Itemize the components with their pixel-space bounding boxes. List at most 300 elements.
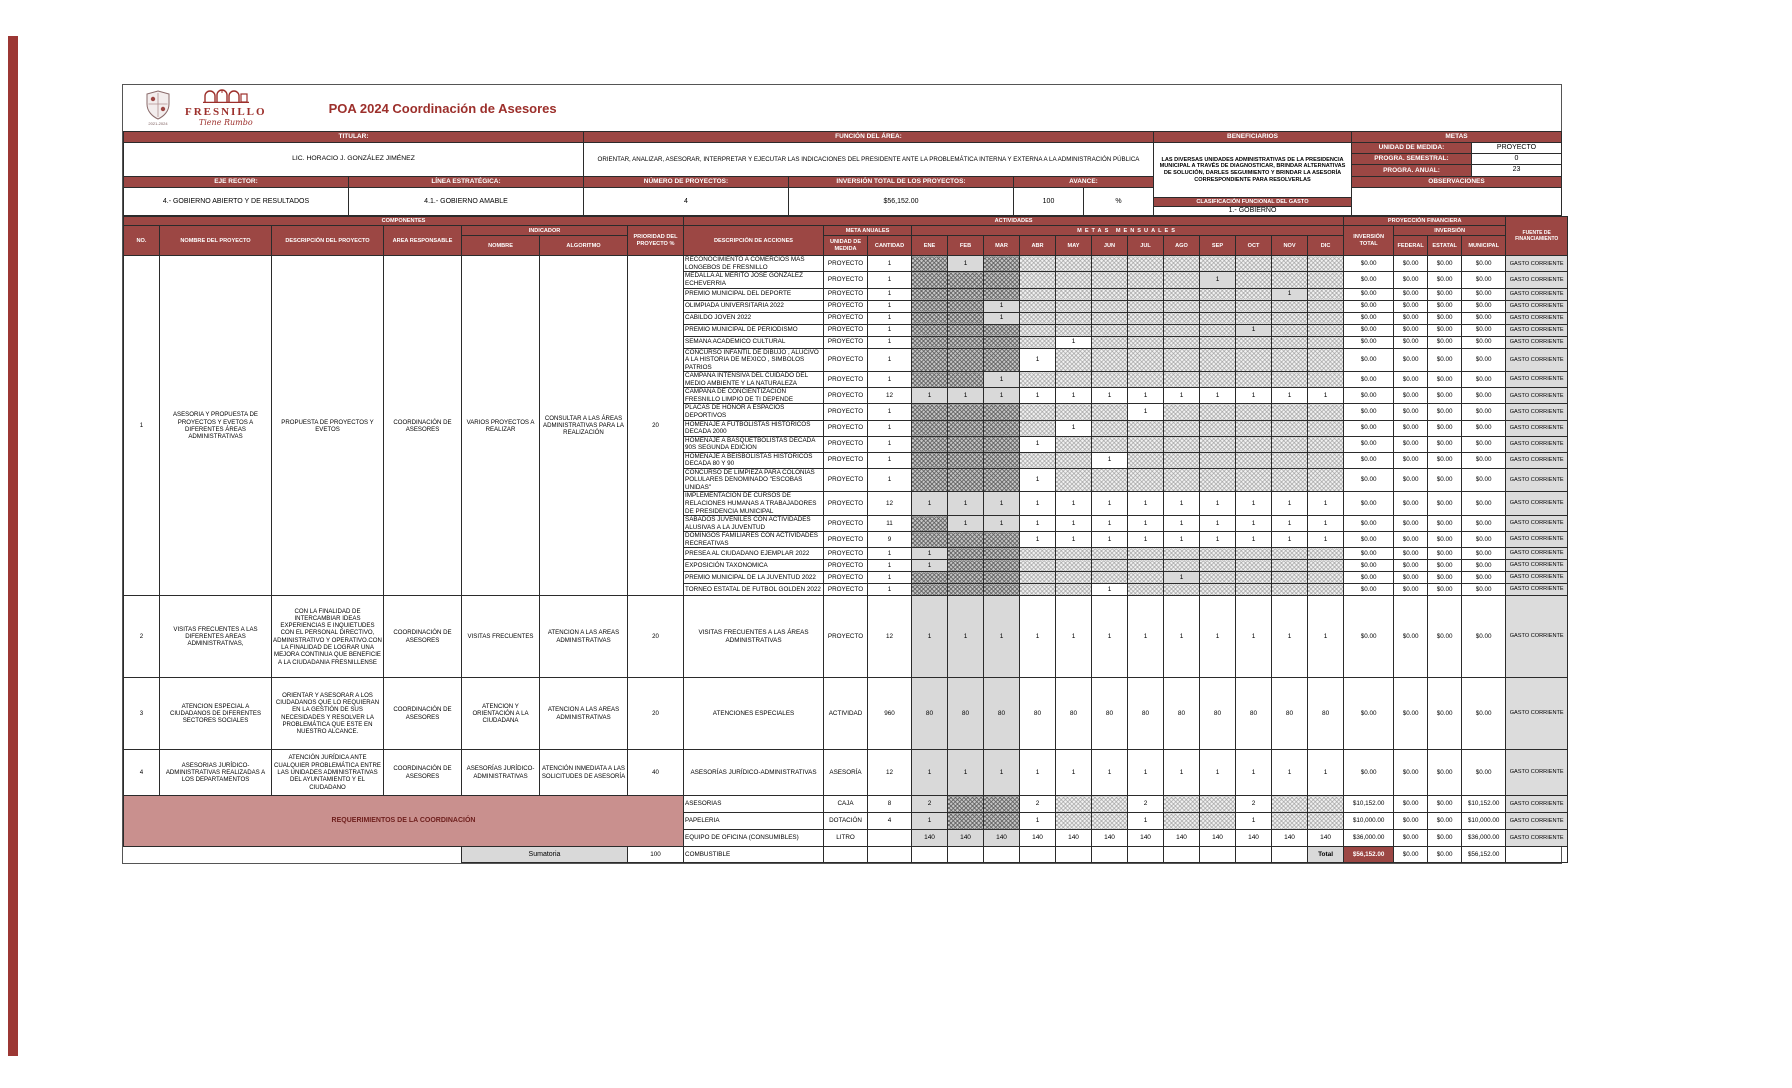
month-cell bbox=[1020, 420, 1056, 436]
month-cell bbox=[1200, 420, 1236, 436]
activity-desc-cell: CABILDO JOVEN 2022 bbox=[684, 312, 824, 324]
fresnillo-wordmark: FRESNILLO bbox=[185, 106, 267, 118]
month-cell: 80 bbox=[1056, 678, 1092, 750]
col-month-ago: AGO bbox=[1164, 236, 1200, 256]
month-cell bbox=[1056, 256, 1092, 272]
month-cell bbox=[1020, 560, 1056, 572]
federal-cell: $0.00 bbox=[1394, 796, 1428, 813]
month-cell bbox=[1200, 404, 1236, 420]
band-metas-mensuales: METAS MENSUALES bbox=[912, 226, 1344, 236]
month-cell bbox=[984, 420, 1020, 436]
funding-source-cell: GASTO CORRIENTE bbox=[1506, 560, 1568, 572]
month-cell bbox=[948, 312, 984, 324]
activity-desc-cell: MEDALLA AL MERITO JOSE GONZALEZ ECHEVERRIA bbox=[684, 272, 824, 288]
unit-cell: DOTACIÓN bbox=[824, 813, 868, 830]
quantity-cell: 1 bbox=[868, 560, 912, 572]
funding-source-cell: GASTO CORRIENTE bbox=[1506, 572, 1568, 584]
month-cell bbox=[1164, 300, 1200, 312]
funding-source-cell: GASTO CORRIENTE bbox=[1506, 300, 1568, 312]
month-cell bbox=[984, 272, 1020, 288]
funding-source-empty-cell bbox=[1506, 847, 1568, 863]
activity-desc-cell: PREMIO MUNICIPAL DEL DEPORTE bbox=[684, 288, 824, 300]
month-cell bbox=[912, 312, 948, 324]
month-cell bbox=[1236, 348, 1272, 372]
estatal-cell: $0.00 bbox=[1428, 420, 1462, 436]
month-cell: 80 bbox=[1092, 678, 1128, 750]
month-cell bbox=[1092, 336, 1128, 348]
month-cell bbox=[1128, 348, 1164, 372]
month-cell: 1 bbox=[1200, 388, 1236, 404]
month-cell: 1 bbox=[1020, 388, 1056, 404]
col-algoritmo: ALGORITMO bbox=[540, 236, 628, 256]
linea-header: LÍNEA ESTRATÉGICA: bbox=[349, 177, 584, 188]
month-cell bbox=[912, 532, 948, 548]
col-area-responsable: AREA RESPONSABLE bbox=[384, 226, 462, 256]
federal-cell: $0.00 bbox=[1394, 312, 1428, 324]
month-cell bbox=[1092, 796, 1128, 813]
month-cell bbox=[1308, 324, 1344, 336]
month-cell bbox=[1236, 312, 1272, 324]
estatal-cell: $0.00 bbox=[1428, 830, 1462, 847]
municipal-cell: $0.00 bbox=[1462, 678, 1506, 750]
funding-source-cell: GASTO CORRIENTE bbox=[1506, 548, 1568, 560]
quantity-cell: 960 bbox=[868, 678, 912, 750]
month-cell bbox=[1164, 256, 1200, 272]
estatal-cell: $0.00 bbox=[1428, 388, 1462, 404]
federal-cell: $0.00 bbox=[1394, 548, 1428, 560]
activity-desc-cell: PRESEA AL CIUDADANO EJEMPLAR 2022 bbox=[684, 548, 824, 560]
month-cell: 1 bbox=[1272, 532, 1308, 548]
inversion-total-cell: $10,000.00 bbox=[1344, 813, 1394, 830]
month-cell: 1 bbox=[1020, 468, 1056, 492]
inversion-total-cell: $0.00 bbox=[1344, 420, 1394, 436]
month-cell: 1 bbox=[1056, 492, 1092, 516]
priority-cell: 40 bbox=[628, 750, 684, 796]
month-cell bbox=[948, 452, 984, 468]
unit-cell: PROYECTO bbox=[824, 312, 868, 324]
month-cell: 1 bbox=[1128, 404, 1164, 420]
total-inversion-cell: $56,152.00 bbox=[1344, 847, 1394, 863]
quantity-cell bbox=[868, 847, 912, 863]
estatal-cell: $0.00 bbox=[1428, 813, 1462, 830]
estatal-cell: $0.00 bbox=[1428, 372, 1462, 388]
estatal-cell: $0.00 bbox=[1428, 452, 1462, 468]
col-month-oct: OCT bbox=[1236, 236, 1272, 256]
band-indicador: INDICADOR bbox=[462, 226, 628, 236]
month-cell bbox=[948, 324, 984, 336]
month-cell bbox=[912, 256, 948, 272]
month-cell: 140 bbox=[1056, 830, 1092, 847]
month-cell: 80 bbox=[1200, 678, 1236, 750]
month-cell bbox=[1128, 272, 1164, 288]
month-cell: 1 bbox=[1056, 388, 1092, 404]
quantity-cell: 1 bbox=[868, 548, 912, 560]
month-cell bbox=[912, 847, 948, 863]
month-cell: 1 bbox=[1236, 813, 1272, 830]
municipal-cell: $36,000.00 bbox=[1462, 830, 1506, 847]
project-desc-cell: ORIENTAR Y ASESORAR A LOS CIUDADANOS QUE LO REQUIERAN EN LA GESTIÓN DE SUS NECESIDADES Y RESOLVER LA PROBLEMÁTICA QUE ESTE EN NUESTRO ALCANCE. bbox=[272, 678, 384, 750]
month-cell: 1 bbox=[1128, 596, 1164, 678]
funding-source-cell: GASTO CORRIENTE bbox=[1506, 468, 1568, 492]
month-cell: 1 bbox=[1164, 572, 1200, 584]
month-cell bbox=[1272, 452, 1308, 468]
month-cell: 1 bbox=[1128, 750, 1164, 796]
month-cell: 1 bbox=[1236, 516, 1272, 532]
municipal-cell: $0.00 bbox=[1462, 560, 1506, 572]
month-cell bbox=[1128, 436, 1164, 452]
inversion-total-cell: $0.00 bbox=[1344, 468, 1394, 492]
indicator-name-cell: VARIOS PROYECTOS A REALIZAR bbox=[462, 256, 540, 596]
unit-cell: PROYECTO bbox=[824, 272, 868, 288]
inversion-total-cell: $0.00 bbox=[1344, 348, 1394, 372]
month-cell bbox=[912, 300, 948, 312]
titular-value: LIC. HORACIO J. GONZÁLEZ JIMÉNEZ bbox=[124, 143, 584, 177]
empty-corner bbox=[124, 847, 462, 863]
month-cell: 1 bbox=[1236, 492, 1272, 516]
month-cell: 1 bbox=[1272, 288, 1308, 300]
month-cell: 1 bbox=[1272, 596, 1308, 678]
month-cell: 1 bbox=[1200, 272, 1236, 288]
month-cell bbox=[1164, 584, 1200, 596]
month-cell: 80 bbox=[948, 678, 984, 750]
inversion-total-cell: $0.00 bbox=[1344, 256, 1394, 272]
band-proyeccion-financiera: PROYECCIÓN FINANCIERA bbox=[1344, 217, 1506, 226]
num-proyectos-header: NÚMERO DE PROYECTOS: bbox=[584, 177, 789, 188]
month-cell: 2 bbox=[1128, 796, 1164, 813]
month-cell bbox=[1128, 572, 1164, 584]
month-cell bbox=[1056, 572, 1092, 584]
quantity-cell: 1 bbox=[868, 584, 912, 596]
federal-cell: $0.00 bbox=[1394, 813, 1428, 830]
inversion-total-cell: $0.00 bbox=[1344, 532, 1394, 548]
month-cell: 1 bbox=[1020, 813, 1056, 830]
project-desc-cell: PROPUESTA DE PROYECTOS Y EVETOS bbox=[272, 256, 384, 596]
inversion-total-cell: $0.00 bbox=[1344, 372, 1394, 388]
month-cell bbox=[1092, 272, 1128, 288]
month-cell bbox=[1236, 560, 1272, 572]
fresnillo-slogan: Tiene Rumbo bbox=[198, 118, 253, 127]
month-cell bbox=[1200, 372, 1236, 388]
month-cell: 1 bbox=[1020, 532, 1056, 548]
municipal-cell: $0.00 bbox=[1462, 288, 1506, 300]
month-cell bbox=[984, 796, 1020, 813]
month-cell: 1 bbox=[1164, 750, 1200, 796]
month-cell bbox=[984, 404, 1020, 420]
coat-of-arms-icon bbox=[145, 90, 171, 120]
administration-years: 2021-2024 bbox=[148, 121, 168, 126]
month-cell: 140 bbox=[1092, 830, 1128, 847]
eje-rector-value: 4.- GOBIERNO ABIERTO Y DE RESULTADOS bbox=[124, 188, 349, 216]
no-cell: 2 bbox=[124, 596, 160, 678]
month-cell bbox=[948, 548, 984, 560]
month-cell: 1 bbox=[1164, 532, 1200, 548]
federal-cell: $0.00 bbox=[1394, 468, 1428, 492]
month-cell bbox=[1128, 300, 1164, 312]
band-actividades: ACTIVIDADES bbox=[684, 217, 1344, 226]
month-cell: 140 bbox=[1164, 830, 1200, 847]
priority-cell: 20 bbox=[628, 678, 684, 750]
month-cell: 1 bbox=[1200, 492, 1236, 516]
unidad-medida-label: UNIDAD DE MEDIDA: bbox=[1352, 143, 1472, 154]
algorithm-cell: ATENCIÓN INMEDIATA A LAS SOLICITUDES DE ASESORÍA bbox=[540, 750, 628, 796]
unit-cell: LITRO bbox=[824, 830, 868, 847]
month-cell: 1 bbox=[1056, 336, 1092, 348]
inversion-total-cell: $0.00 bbox=[1344, 288, 1394, 300]
month-cell bbox=[1128, 468, 1164, 492]
month-cell bbox=[1020, 256, 1056, 272]
unit-cell: PROYECTO bbox=[824, 548, 868, 560]
month-cell: 1 bbox=[1092, 388, 1128, 404]
month-cell: 1 bbox=[948, 256, 984, 272]
month-cell bbox=[1272, 324, 1308, 336]
month-cell bbox=[1128, 452, 1164, 468]
avance-header: AVANCE: bbox=[1014, 177, 1154, 188]
funding-source-cell: GASTO CORRIENTE bbox=[1506, 584, 1568, 596]
month-cell bbox=[1272, 584, 1308, 596]
month-cell: 1 bbox=[1308, 492, 1344, 516]
month-cell: 1 bbox=[1092, 492, 1128, 516]
quantity-cell: 12 bbox=[868, 492, 912, 516]
no-cell: 1 bbox=[124, 256, 160, 596]
month-cell bbox=[1056, 272, 1092, 288]
col-cantidad: CANTIDAD bbox=[868, 236, 912, 256]
month-cell: 1 bbox=[912, 388, 948, 404]
estatal-cell: $0.00 bbox=[1428, 584, 1462, 596]
quantity-cell: 4 bbox=[868, 813, 912, 830]
municipal-cell: $0.00 bbox=[1462, 452, 1506, 468]
month-cell bbox=[984, 256, 1020, 272]
month-cell bbox=[984, 468, 1020, 492]
unit-cell: PROYECTO bbox=[824, 420, 868, 436]
month-cell bbox=[1308, 584, 1344, 596]
month-cell bbox=[1308, 272, 1344, 288]
algorithm-cell: CONSULTAR A LAS ÁREAS ADMINISTRATIVAS PARA LA REALIZACIÓN bbox=[540, 256, 628, 596]
month-cell bbox=[1056, 288, 1092, 300]
unidad-medida-value: PROYECTO bbox=[1472, 143, 1562, 154]
month-cell bbox=[1164, 336, 1200, 348]
band-inversion: INVERSIÓN bbox=[1394, 226, 1506, 236]
unit-cell: PROYECTO bbox=[824, 596, 868, 678]
estatal-cell: $0.00 bbox=[1428, 468, 1462, 492]
unit-cell: CAJA bbox=[824, 796, 868, 813]
col-prioridad: PRIORIDAD DEL PROYECTO % bbox=[628, 226, 684, 256]
inversion-total-cell: $10,152.00 bbox=[1344, 796, 1394, 813]
federal-cell: $0.00 bbox=[1394, 436, 1428, 452]
col-month-abr: ABR bbox=[1020, 236, 1056, 256]
funding-source-cell: GASTO CORRIENTE bbox=[1506, 750, 1568, 796]
month-cell: 1 bbox=[1092, 532, 1128, 548]
month-cell: 1 bbox=[1092, 584, 1128, 596]
month-cell bbox=[1092, 288, 1128, 300]
inversion-header: INVERSIÓN TOTAL DE LOS PROYECTOS: bbox=[789, 177, 1014, 188]
month-cell bbox=[948, 584, 984, 596]
inversion-total-cell: $0.00 bbox=[1344, 560, 1394, 572]
month-cell bbox=[984, 584, 1020, 596]
municipal-cell: $0.00 bbox=[1462, 572, 1506, 584]
month-cell bbox=[1092, 348, 1128, 372]
month-cell bbox=[1236, 847, 1272, 863]
indicator-name-cell: VISITAS FRECUENTES bbox=[462, 596, 540, 678]
inversion-total-cell: $36,000.00 bbox=[1344, 830, 1394, 847]
quantity-cell: 9 bbox=[868, 532, 912, 548]
poa-sheet bbox=[122, 84, 1562, 864]
month-cell: 1 bbox=[1056, 532, 1092, 548]
funcion-value: ORIENTAR, ANALIZAR, ASESORAR, INTERPRETAR Y EJECUTAR LAS INDICACIONES DEL PRESIDENTE ANTE LA PROBLEMÁTICA INTERNA Y EXTERNA A LA ADMINISTRACIÓN PÚBLICA bbox=[584, 143, 1154, 177]
month-cell bbox=[912, 336, 948, 348]
month-cell bbox=[1092, 300, 1128, 312]
funding-source-cell: GASTO CORRIENTE bbox=[1506, 452, 1568, 468]
municipal-cell: $0.00 bbox=[1462, 336, 1506, 348]
municipal-cell: $0.00 bbox=[1462, 388, 1506, 404]
federal-cell: $0.00 bbox=[1394, 336, 1428, 348]
activity-desc-cell: PLACAS DE HONOR A ESPACIOS DEPORTIVOS bbox=[684, 404, 824, 420]
sumatoria-value-cell: 100 bbox=[628, 847, 684, 863]
estatal-cell: $0.00 bbox=[1428, 336, 1462, 348]
month-cell: 1 bbox=[1200, 532, 1236, 548]
funcion-header: FUNCIÓN DEL ÁREA: bbox=[584, 132, 1154, 143]
federal-cell: $0.00 bbox=[1394, 516, 1428, 532]
inversion-value: $56,152.00 bbox=[789, 188, 1014, 216]
month-cell bbox=[1308, 256, 1344, 272]
month-cell bbox=[1128, 584, 1164, 596]
month-cell: 1 bbox=[1164, 516, 1200, 532]
month-cell: 2 bbox=[1236, 796, 1272, 813]
total-estatal-cell: $0.00 bbox=[1428, 847, 1462, 863]
quantity-cell: 1 bbox=[868, 300, 912, 312]
quantity-cell: 11 bbox=[868, 516, 912, 532]
total-municipal-cell: $56,152.00 bbox=[1462, 847, 1506, 863]
federal-cell: $0.00 bbox=[1394, 404, 1428, 420]
band-componentes: COMPONENTES bbox=[124, 217, 684, 226]
federal-cell: $0.00 bbox=[1394, 678, 1428, 750]
municipal-cell: $0.00 bbox=[1462, 372, 1506, 388]
unit-cell: PROYECTO bbox=[824, 324, 868, 336]
month-cell: 140 bbox=[1128, 830, 1164, 847]
month-cell: 1 bbox=[1056, 596, 1092, 678]
activity-desc-cell: IMPLEMENTACION DE CURSOS DE RELACIONES HUMANAS A TRABAJADORES DE PRESIDENCIA MUNICIPAL bbox=[684, 492, 824, 516]
month-cell: 1 bbox=[1128, 532, 1164, 548]
month-cell bbox=[1200, 256, 1236, 272]
band-meta-anuales: META ANUALES bbox=[824, 226, 912, 236]
month-cell bbox=[1272, 420, 1308, 436]
activity-desc-cell: PREMIO MUNICIPAL DE LA JUVENTUD 2022 bbox=[684, 572, 824, 584]
month-cell bbox=[948, 847, 984, 863]
activity-desc-cell: HOMENAJE A FUTBOLISTAS HISTORICOS DECADA 2000 bbox=[684, 420, 824, 436]
month-cell bbox=[912, 420, 948, 436]
month-cell bbox=[1164, 436, 1200, 452]
month-cell bbox=[1128, 288, 1164, 300]
col-descripcion-proyecto: DESCRIPCIÓN DEL PROYECTO bbox=[272, 226, 384, 256]
month-cell: 1 bbox=[1020, 436, 1056, 452]
col-month-nov: NOV bbox=[1272, 236, 1308, 256]
unit-cell: PROYECTO bbox=[824, 516, 868, 532]
estatal-cell: $0.00 bbox=[1428, 256, 1462, 272]
unit-cell: PROYECTO bbox=[824, 388, 868, 404]
month-cell bbox=[1200, 348, 1236, 372]
month-cell bbox=[1164, 560, 1200, 572]
month-cell bbox=[1308, 336, 1344, 348]
federal-cell: $0.00 bbox=[1394, 388, 1428, 404]
month-cell bbox=[1020, 312, 1056, 324]
estatal-cell: $0.00 bbox=[1428, 572, 1462, 584]
month-cell bbox=[1092, 256, 1128, 272]
month-cell bbox=[948, 420, 984, 436]
month-cell: 80 bbox=[1164, 678, 1200, 750]
month-cell bbox=[1308, 813, 1344, 830]
col-estatal: ESTATAL bbox=[1428, 236, 1462, 256]
federal-cell: $0.00 bbox=[1394, 572, 1428, 584]
month-cell bbox=[1272, 468, 1308, 492]
federal-cell: $0.00 bbox=[1394, 256, 1428, 272]
month-cell: 1 bbox=[984, 596, 1020, 678]
month-cell bbox=[1200, 584, 1236, 596]
estatal-cell: $0.00 bbox=[1428, 560, 1462, 572]
funding-source-cell: GASTO CORRIENTE bbox=[1506, 830, 1568, 847]
month-cell bbox=[1200, 300, 1236, 312]
month-cell bbox=[948, 796, 984, 813]
funding-source-cell: GASTO CORRIENTE bbox=[1506, 324, 1568, 336]
month-cell: 1 bbox=[1128, 388, 1164, 404]
month-cell: 1 bbox=[912, 750, 948, 796]
inversion-total-cell: $0.00 bbox=[1344, 452, 1394, 468]
month-cell bbox=[1200, 572, 1236, 584]
month-cell: 2 bbox=[912, 796, 948, 813]
month-cell: 1 bbox=[912, 560, 948, 572]
month-cell bbox=[912, 404, 948, 420]
month-cell: 1 bbox=[1200, 596, 1236, 678]
month-cell bbox=[1020, 548, 1056, 560]
red-edge-strip bbox=[8, 36, 18, 1056]
beneficiarios-value: LAS DIVERSAS UNIDADES ADMINISTRATIVAS DE LA PRESIDENCIA MUNICIPAL A TRAVÉS DE DIAGNOSTICAR, BRINDAR ALTERNATIVAS DE SOLUCIÓN, DARLES SEGUIMIENTO Y BRINDAR LA ASESORÍA CORRESPONDIENTE PARA RESOLVERLAS bbox=[1154, 143, 1352, 198]
municipal-cell: $0.00 bbox=[1462, 272, 1506, 288]
month-cell bbox=[1236, 256, 1272, 272]
poa-main-table bbox=[123, 216, 1568, 863]
col-month-sep: SEP bbox=[1200, 236, 1236, 256]
estatal-cell: $0.00 bbox=[1428, 532, 1462, 548]
municipal-seal bbox=[145, 90, 171, 126]
observaciones-box bbox=[1352, 188, 1562, 216]
unit-cell: PROYECTO bbox=[824, 560, 868, 572]
month-cell: 1 bbox=[1020, 596, 1056, 678]
month-cell: 1 bbox=[912, 492, 948, 516]
quantity-cell: 1 bbox=[868, 468, 912, 492]
estatal-cell: $0.00 bbox=[1428, 300, 1462, 312]
eje-rector-header: EJE RECTOR: bbox=[124, 177, 349, 188]
requirement-desc-cell: ASESORIAS bbox=[684, 796, 824, 813]
month-cell: 1 bbox=[948, 516, 984, 532]
estatal-cell: $0.00 bbox=[1428, 272, 1462, 288]
inversion-total-cell: $0.00 bbox=[1344, 436, 1394, 452]
inversion-total-cell: $0.00 bbox=[1344, 678, 1394, 750]
month-cell: 1 bbox=[1128, 516, 1164, 532]
activity-desc-cell: SEMANA ACADEMICO CULTURAL bbox=[684, 336, 824, 348]
month-cell: 1 bbox=[1056, 420, 1092, 436]
quantity-cell: 1 bbox=[868, 256, 912, 272]
metas-header: METAS bbox=[1352, 132, 1562, 143]
total-label-cell: Total bbox=[1308, 847, 1344, 863]
month-cell bbox=[1200, 336, 1236, 348]
month-cell bbox=[1056, 404, 1092, 420]
funding-source-cell: GASTO CORRIENTE bbox=[1506, 516, 1568, 532]
month-cell bbox=[1164, 372, 1200, 388]
month-cell bbox=[1200, 796, 1236, 813]
month-cell bbox=[1056, 324, 1092, 336]
unit-cell: PROYECTO bbox=[824, 300, 868, 312]
month-cell: 1 bbox=[1020, 516, 1056, 532]
federal-cell: $0.00 bbox=[1394, 584, 1428, 596]
month-cell bbox=[1272, 813, 1308, 830]
activity-desc-cell: CAMPAÑA INTENSIVA DEL CUIDADO DEL MEDIO AMBIENTE Y LA NATURALEZA bbox=[684, 372, 824, 388]
